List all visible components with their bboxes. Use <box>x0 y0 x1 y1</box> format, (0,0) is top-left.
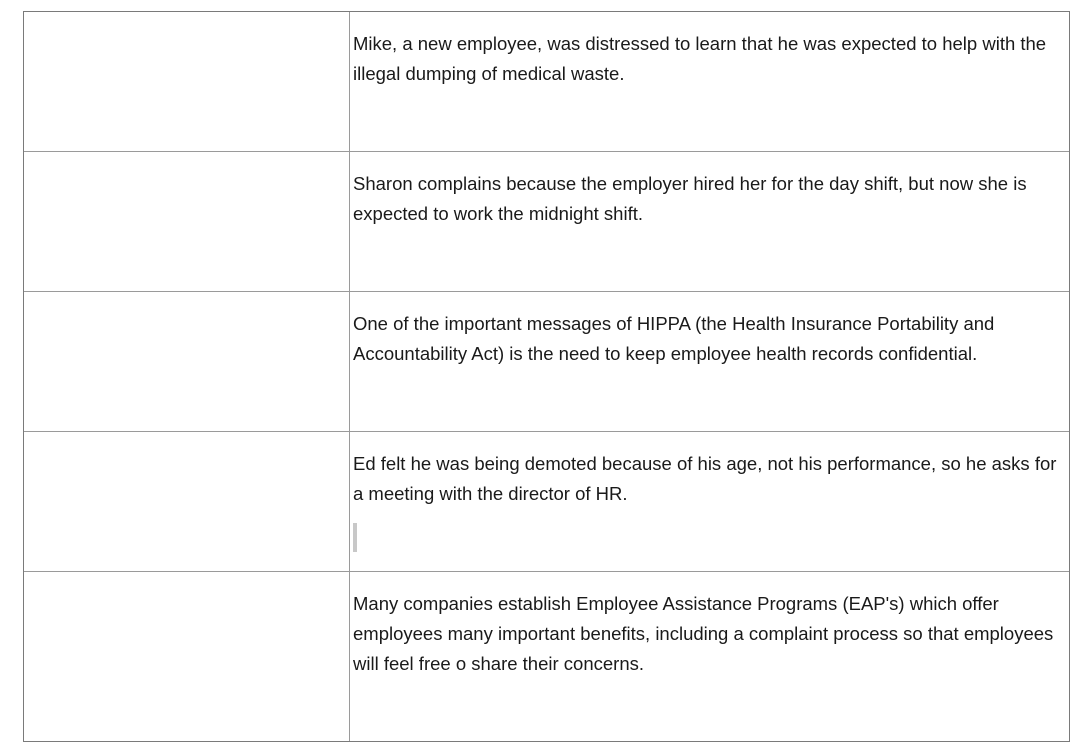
statement-text: Mike, a new employee, was distressed to learn that he was expected to help with the illegal dumping of medical waste. <box>353 33 1047 84</box>
statement-cell <box>350 572 1069 741</box>
matching-table <box>23 11 1070 742</box>
answer-cell[interactable] <box>24 12 350 151</box>
table-row <box>24 292 1069 432</box>
statement-text: Sharon complains because the employer hired her for the day shift, but now she is expected to work the midnight shift. <box>353 173 1027 224</box>
statement-cell <box>350 152 1069 291</box>
answer-cell[interactable] <box>24 292 350 431</box>
statement-text: Ed felt he was being demoted because of his age, not his performance, so he asks for a meeting with the director of HR. <box>353 453 1057 504</box>
answer-cell[interactable] <box>24 572 350 741</box>
statement-cell <box>350 292 1069 431</box>
table-row <box>24 152 1069 292</box>
statement-text: Many companies establish Employee Assistance Programs (EAP's) which offer employees many important benefits, including a complaint process so that employees will feel free o share their concerns. <box>353 593 1054 674</box>
table-row <box>24 12 1069 152</box>
statement-cell[interactable] <box>350 432 1069 571</box>
table-row <box>24 432 1069 572</box>
statement-text: One of the important messages of HIPPA (the Health Insurance Portability and Accountability Act) is the need to keep employee health records confidential. <box>353 313 995 364</box>
text-cursor <box>353 523 357 552</box>
answer-cell[interactable] <box>24 432 350 571</box>
answer-cell[interactable] <box>24 152 350 291</box>
table-row <box>24 572 1069 741</box>
statement-cell <box>350 12 1069 151</box>
